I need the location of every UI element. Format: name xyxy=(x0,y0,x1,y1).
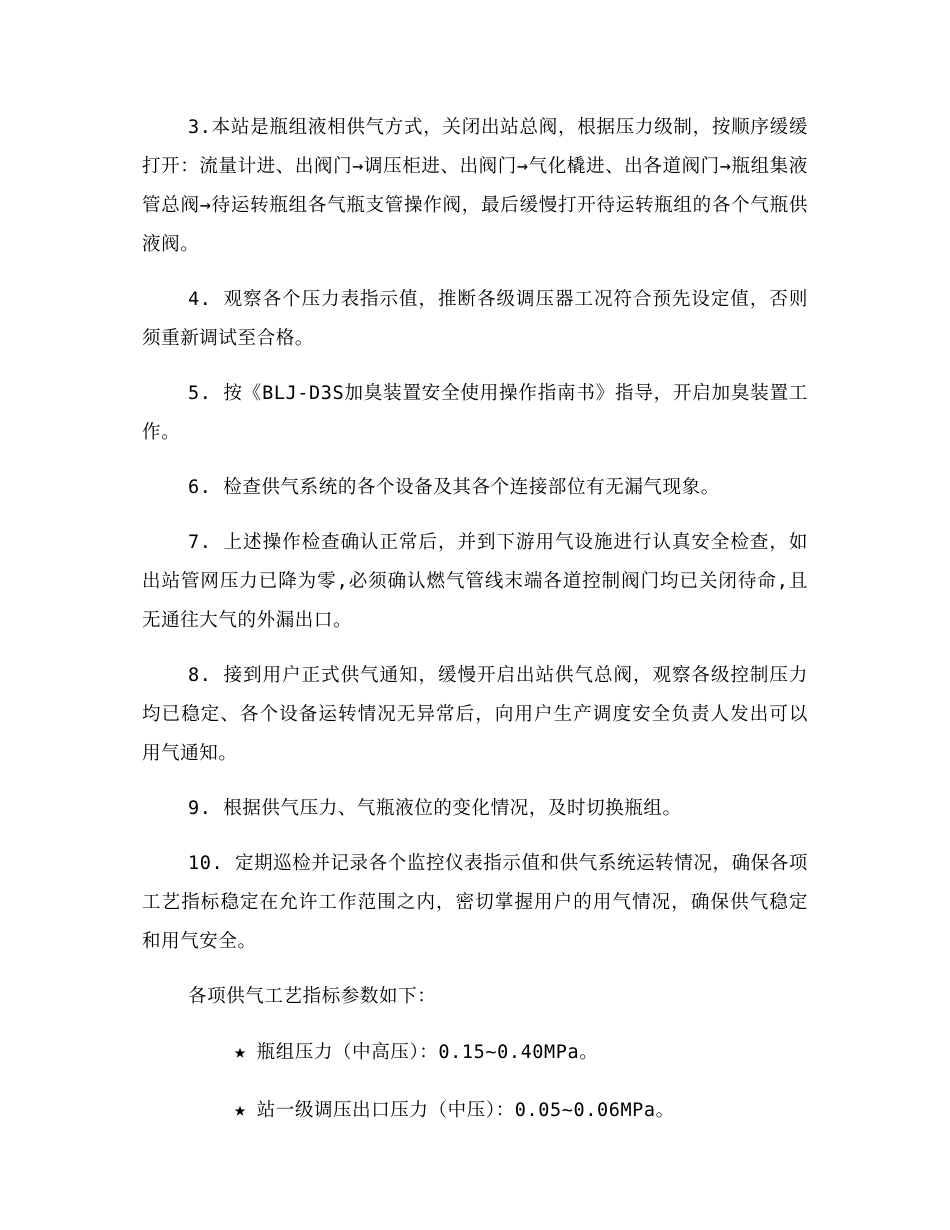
paragraph-step-10: 10. 定期巡检并记录各个监控仪表指示值和供气系统运转情况，确保各项工艺指标稳定在允许工作范围之内，密切掌握用户的用气情况，确保供气稳定和用气安全。 xyxy=(142,853,808,952)
parameters-intro: 各项供气工艺指标参数如下： xyxy=(188,986,437,1007)
parameter-text: 站一级调压出口压力（中压）：0.05~0.06MPa。 xyxy=(256,1100,675,1121)
paragraph-step-4: 4. 观察各个压力表指示值，推断各级调压器工况符合预先设定值，否则须重新调试至合格。 xyxy=(142,289,808,349)
parameter-bullet xyxy=(142,1090,808,1130)
paragraph-step-7: 7. 上述操作检查确认正常后，并到下游用气设施进行认真安全检查，如出站管网压力已降为零,必须确认燃气管线末端各道控制阀门均已关闭待命,且无通往大气的外漏出口。 xyxy=(142,532,808,631)
paragraph-step-6: 6. 检查供气系统的各个设备及其各个连接部位有无漏气现象。 xyxy=(188,477,720,498)
parameter-bullet xyxy=(142,1032,808,1072)
paragraph-step-3: 3.本站是瓶组液相供气方式，关闭出站总阀，根据压力级制，按顺序缓缓打开：流量计进、出阀门→调压柜进、出阀门→气化橇进、出各道阀门→瓶组集液管总阀→待运转瓶组各气瓶支管操作阀，最后缓慢打开待运转瓶组的各个气瓶供液阀。 xyxy=(142,117,808,255)
document-page xyxy=(142,108,808,1148)
star-icon: ★ xyxy=(234,1039,247,1063)
star-icon: ★ xyxy=(234,1097,247,1121)
paragraph-step-5: 5. 按《BLJ-D3S加臭装置安全使用操作指南书》指导，开启加臭装置工作。 xyxy=(142,383,808,443)
parameter-text: 瓶组压力（中高压）：0.15~0.40MPa。 xyxy=(256,1042,599,1063)
paragraph-step-9: 9. 根据供气压力、气瓶液位的变化情况，及时切换瓶组。 xyxy=(188,798,682,819)
paragraph-step-8: 8. 接到用户正式供气通知，缓慢开启出站供气总阀，观察各级控制压力均已稳定、各个设备运转情况无异常后，向用户生产调度安全负责人发出可以用气通知。 xyxy=(142,665,808,764)
